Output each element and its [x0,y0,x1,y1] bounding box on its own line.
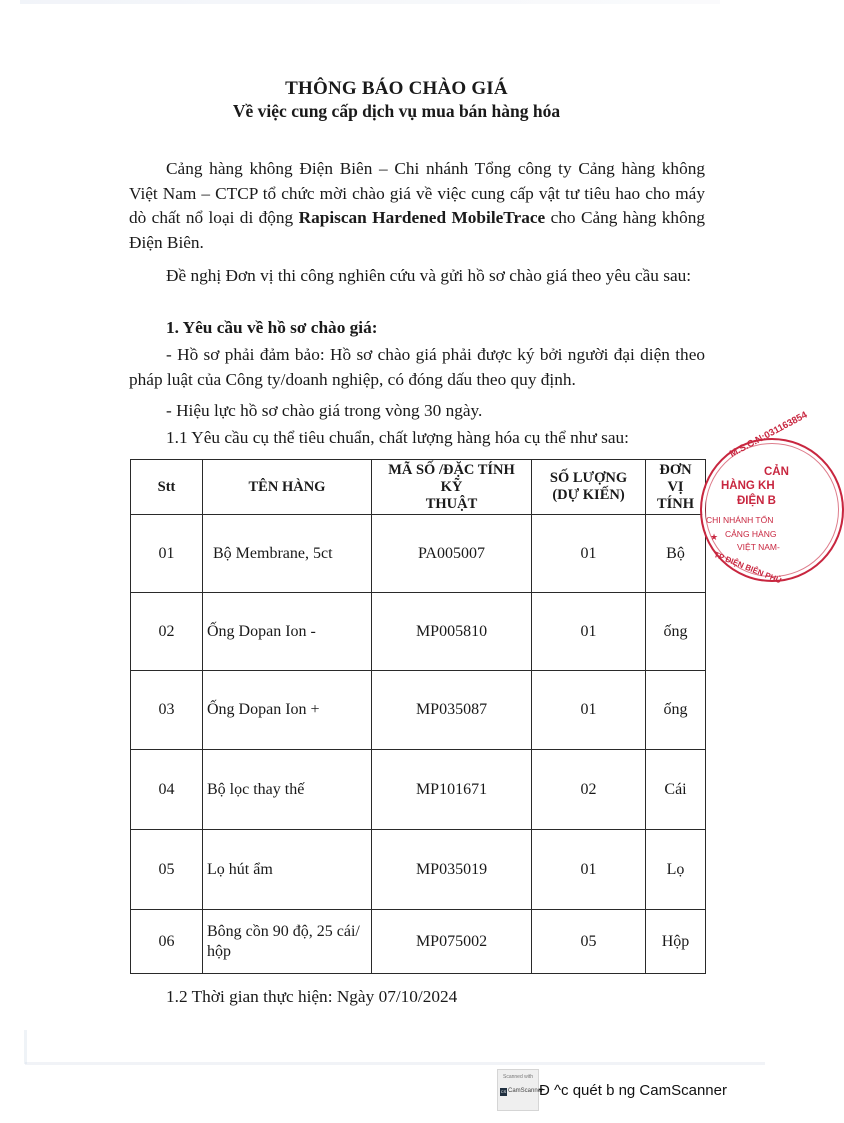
cell-code: MP035087 [372,671,532,750]
cell-quantity: 01 [532,593,646,671]
table-row [131,910,706,974]
cell-quantity: 05 [532,910,646,974]
table-header-row [131,460,706,515]
stamp-line-3: ĐIỆN B [737,495,776,507]
stamp-line-6: VIỆT NAM- [737,542,780,552]
section-1-1-heading: 1.1 Yêu cầu cụ thể tiêu chuẩn, chất lượng hàng hóa cụ thể như sau: [166,428,629,447]
cell-unit: ống [646,671,706,750]
table-row [131,515,706,593]
cell-code: MP101671 [372,750,532,830]
stamp-line-2: HÀNG KH [721,480,775,492]
intro-product-name: Rapiscan Hardened MobileTrace [298,208,546,228]
stamp-tax-code: M.S.C.N:031163854 [728,409,810,460]
cell-unit: Cái [646,750,706,830]
header-unit-line3: TÍNH [656,495,695,512]
cell-quantity: 02 [532,750,646,830]
scan-edge-top [20,0,720,4]
cell-unit: Bộ [646,515,706,593]
company-seal-stamp [700,409,844,586]
cell-stt: 02 [131,593,203,671]
cell-name: Bông cồn 90 độ, 25 cái/ hộp [203,910,372,974]
goods-table [130,459,706,974]
cell-code: MP005810 [372,593,532,671]
header-code-line1: MÃ SỐ /ĐẶC TÍNH KỸ [388,462,515,495]
cell-name: Ống Dopan Ion + [203,671,372,750]
header-quantity [532,460,646,515]
scan-edge-bottom [25,1062,765,1065]
section-1-heading: 1. Yêu cầu về hồ sơ chào giá: [166,318,378,337]
cell-code: MP075002 [372,910,532,974]
table-row [131,593,706,671]
stamp-line-5: CẢNG HÀNG [725,529,777,539]
header-code-line2: THUẬT [425,496,478,512]
cell-unit: ống [646,593,706,671]
header-code [372,460,532,515]
header-qty-line2: (DỰ KIẾN) [552,487,625,503]
intro-paragraph [129,157,705,256]
stamp-line-4: CHI NHÁNH TỔN [706,515,774,525]
request-paragraph: Đề nghị Đơn vị thi công nghiên cứu và gửi hồ sơ chào giá theo yêu cầu sau: [166,266,692,285]
cell-name: Bộ lọc thay thế [203,750,372,830]
header-stt: Stt [131,460,203,515]
camscanner-logo-brand: CamScanner [508,1088,544,1094]
cell-quantity: 01 [532,671,646,750]
header-qty-line1: SỐ LƯỢNG [549,470,628,486]
cell-stt: 06 [131,910,203,974]
requirement-validity: - Hiệu lực hồ sơ chào giá trong vòng 30 ngày. [166,401,483,420]
cell-unit: Hộp [646,910,706,974]
camscanner-badge-icon: CS [500,1089,507,1094]
document-title: THÔNG BÁO CHÀO GIÁ [285,78,508,99]
cell-stt: 01 [131,515,203,593]
intro-text-1: Cảng hàng không Điện Biên – Chi nhánh Tổng công ty Cảng hàng không Việt Nam – CTCP tổ chức mời chào giá về việc cung cấp vật tư tiêu hao cho máy dò chất nổ loại di động [129,159,705,228]
stamp-location: TP ĐIỆN BIÊN PHỦ [712,550,783,586]
camscanner-watermark-text: Đ ^c quét b ng CamScanner [539,1082,727,1099]
cell-name: Lọ hút ẩm [203,830,372,910]
header-unit [646,460,706,515]
requirement-signature: - Hồ sơ phải đảm bảo: Hồ sơ chào giá phải được ký bởi người đại diện theo pháp luật của Công ty/doanh nghiệp, có đóng dấu theo quy định. [129,345,705,389]
stamp-star-icon: ★ [710,532,719,542]
header-unit-line2: VỊ [667,478,684,495]
cell-unit: Lọ [646,830,706,910]
cell-code: MP035019 [372,830,532,910]
cell-stt: 05 [131,830,203,910]
table-row [131,830,706,910]
scan-edge-left [24,1030,27,1064]
section-1-2-timeline: 1.2 Thời gian thực hiện: Ngày 07/10/2024 [166,987,458,1006]
intro-text-2: cho Cảng hàng không Điện Biên. [129,208,705,253]
cell-quantity: 01 [532,830,646,910]
cell-quantity: 01 [532,515,646,593]
cell-name: Ống Dopan Ion - [203,593,372,671]
header-name: TÊN HÀNG [203,460,372,515]
cell-name: Bộ Membrane, 5ct [203,515,372,593]
header-unit-line1: ĐƠN [659,461,692,478]
table-row [131,750,706,830]
table-row [131,671,706,750]
camscanner-logo [497,1069,544,1111]
cell-stt: 04 [131,750,203,830]
document-subtitle: Về việc cung cấp dịch vụ mua bán hàng hóa [232,101,561,121]
camscanner-logo-caption: Scanned with [502,1074,534,1080]
stamp-line-1: CẢN [764,466,789,478]
cell-stt: 03 [131,671,203,750]
cell-code: PA005007 [372,515,532,593]
